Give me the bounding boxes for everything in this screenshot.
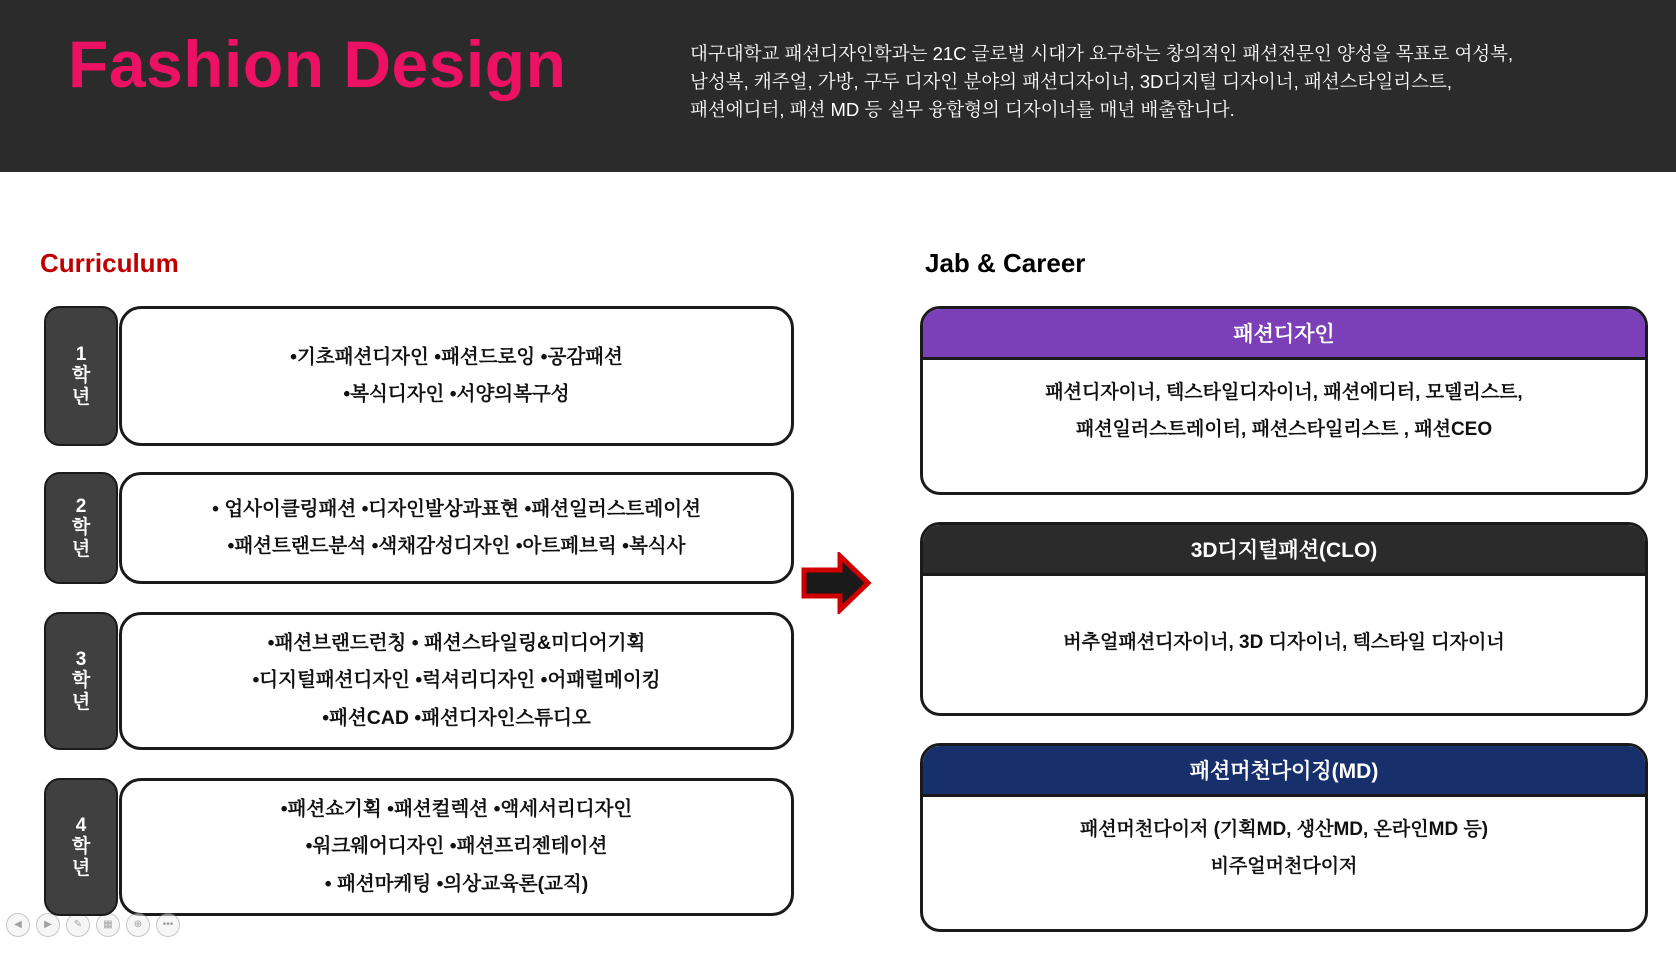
career-card-header bbox=[923, 746, 1645, 797]
grade-label-nyeon: 년 bbox=[71, 691, 91, 713]
career-card-body bbox=[923, 576, 1645, 713]
career-role-line: 패션일러스트레이터, 패션스타일리스트 , 패션CEO bbox=[1075, 419, 1493, 441]
next-slide-button[interactable] bbox=[36, 913, 60, 937]
curriculum-course-line: •기초패션디자인 •패션드로잉 •공감패션 bbox=[290, 345, 623, 368]
curriculum-row bbox=[44, 778, 794, 926]
curriculum-section-title: Curriculum bbox=[40, 248, 179, 278]
curriculum-card bbox=[119, 778, 794, 916]
slideshow-toolbar[interactable] bbox=[6, 913, 180, 937]
header-description-line: 대구대학교 패션디자인학과는 21C 글로벌 시대가 요구하는 창의적인 패션전문인 양성을 목표로 여성복, bbox=[690, 43, 1514, 64]
header-banner bbox=[0, 0, 1676, 172]
curriculum-course-line: • 업사이클링패션 •디자인발상과표현 •패션일러스트레이션 bbox=[212, 497, 701, 520]
grade-label-nyeon: 년 bbox=[71, 538, 91, 560]
previous-slide-icon: ◀ bbox=[14, 919, 22, 930]
career-card-header bbox=[923, 309, 1645, 360]
career-role-line: 패션디자이너, 텍스타일디자이너, 패션에디터, 모델리스트, bbox=[1045, 382, 1523, 403]
zoom-button[interactable] bbox=[126, 913, 150, 937]
curriculum-list bbox=[44, 306, 794, 944]
curriculum-row bbox=[44, 306, 794, 454]
grade-label-nyeon: 년 bbox=[71, 857, 91, 879]
career-section-title: Jab & Career bbox=[925, 248, 1086, 278]
header-description-line: 남성복, 캐주얼, 가방, 구두 디자인 분야의 패션디자이너, 3D디지털 디자이너, 패션스타일리스트, bbox=[690, 71, 1452, 93]
previous-slide-button[interactable] bbox=[6, 913, 30, 937]
curriculum-course-line: •패션브랜드런칭 • 패션스타일링&미디어기획 bbox=[267, 632, 646, 655]
curriculum-card bbox=[119, 612, 794, 750]
career-card-body bbox=[923, 360, 1645, 492]
career-card bbox=[920, 306, 1648, 495]
page-title: Fashion Design bbox=[68, 27, 567, 101]
curriculum-course-line: •패션트랜드분석 •색채감성디자인 •아트페브릭 •복식사 bbox=[227, 535, 686, 557]
career-role-line: 버추얼패션디자이너, 3D 디자이너, 텍스타일 디자이너 bbox=[1063, 631, 1505, 653]
grade-number: 1 bbox=[75, 344, 87, 366]
curriculum-row bbox=[44, 612, 794, 760]
career-card-header bbox=[923, 525, 1645, 576]
pen-button[interactable] bbox=[66, 913, 90, 937]
career-card bbox=[920, 522, 1648, 716]
slide-menu-button[interactable] bbox=[96, 913, 120, 937]
career-role-line: 패션머천다이저 (기획MD, 생산MD, 온라인MD 등) bbox=[1079, 819, 1489, 840]
curriculum-course-line: •디지털패션디자인 •럭셔리디자인 •어패럴메이킹 bbox=[252, 669, 661, 692]
more-options-button[interactable] bbox=[156, 913, 180, 937]
grade-badge bbox=[44, 612, 118, 750]
curriculum-course-line: •패션CAD •패션디자인스튜디오 bbox=[322, 706, 591, 729]
career-card-title: 패션디자인 bbox=[1233, 323, 1335, 346]
career-card-title: 패션머천다이징(MD) bbox=[1189, 760, 1379, 783]
pen-icon: ✎ bbox=[73, 919, 83, 930]
ellipsis-icon: ••• bbox=[162, 919, 174, 930]
curriculum-course-line: •패션쇼기획 •패션컬렉션 •액세서리디자인 bbox=[280, 798, 633, 821]
curriculum-card bbox=[119, 472, 794, 584]
curriculum-row bbox=[44, 472, 794, 594]
grade-label-hak: 학 bbox=[71, 517, 91, 539]
next-slide-icon: ▶ bbox=[44, 919, 52, 930]
curriculum-course-line: •워크웨어디자인 •패션프리젠테이션 bbox=[305, 835, 608, 858]
grade-number: 2 bbox=[75, 496, 87, 518]
header-description-line: 패션에디터, 패션 MD 등 실무 융합형의 디자이너를 매년 배출합니다. bbox=[690, 99, 1235, 121]
grade-label-hak: 학 bbox=[71, 670, 91, 692]
grade-badge bbox=[44, 306, 118, 446]
grade-label-hak: 학 bbox=[71, 365, 91, 387]
curriculum-card bbox=[119, 306, 794, 446]
grade-badge bbox=[44, 778, 118, 916]
career-list bbox=[920, 306, 1648, 959]
grade-label-hak: 학 bbox=[71, 836, 91, 858]
curriculum-course-line: • 패션마케팅 •의상교육론(교직) bbox=[324, 872, 589, 895]
grade-number: 3 bbox=[75, 649, 87, 671]
grade-number: 4 bbox=[75, 815, 87, 837]
career-card bbox=[920, 743, 1648, 932]
grade-badge bbox=[44, 472, 118, 584]
grid-icon: ▦ bbox=[103, 919, 113, 930]
curriculum-course-line: •복식디자인 •서양의복구성 bbox=[343, 383, 570, 405]
grade-label-nyeon: 년 bbox=[71, 386, 91, 408]
zoom-icon: ⊕ bbox=[133, 919, 143, 930]
right-arrow-icon bbox=[800, 552, 872, 614]
career-role-line: 비주얼머천다이저 bbox=[1210, 856, 1358, 878]
career-card-body bbox=[923, 797, 1645, 929]
header-description bbox=[690, 40, 1640, 124]
career-card-title: 3D디지털패션(CLO) bbox=[1190, 539, 1378, 562]
